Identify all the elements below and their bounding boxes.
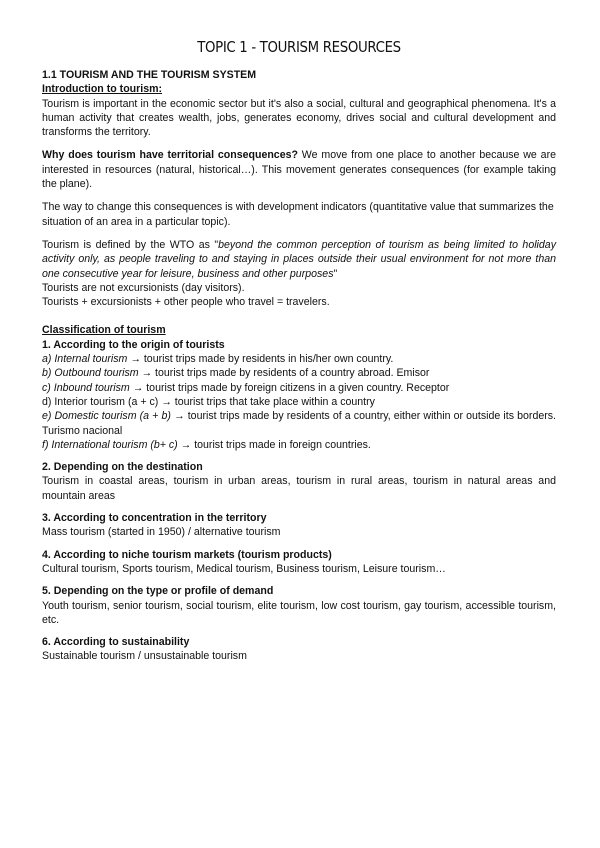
wto-suffix: " [333, 267, 338, 280]
tourists-not-line: Tourists are not excursionists (day visitors). [42, 281, 245, 294]
c1-a-label: a) Internal tourism [42, 353, 128, 366]
c6-text: Sustainable tourism / unsustainable tourism [42, 650, 247, 663]
question-paragraph [42, 148, 556, 191]
c5-heading: 5. Depending on the type or profile of demand [42, 585, 274, 598]
c1-heading: 1. According to the origin of tourists [42, 338, 225, 351]
wto-paragraph [42, 238, 556, 281]
document-page [42, 38, 556, 664]
c3-text: Mass tourism (started in 1950) / alternative tourism [42, 526, 281, 539]
c4-text: Cultural tourism, Sports tourism, Medical tourism, Business tourism, Leisure tourism… [42, 562, 446, 575]
c1-c-label: c) Inbound tourism [42, 381, 130, 394]
c1-f-text: → tourist trips made in foreign countries. [177, 438, 371, 451]
section-heading: 1.1 TOURISM AND THE TOURISM SYSTEM [42, 69, 257, 81]
c1-item-c [42, 381, 556, 395]
wto-prefix: Tourism is defined by the WTO as " [42, 238, 219, 251]
question-bold: Why does tourism have territorial consequences? [42, 149, 298, 162]
c2-heading: 2. Depending on the destination [42, 461, 203, 474]
c1-item-a [42, 352, 556, 366]
c1-c-text: → tourist trips made by foreign citizens in a given country. Receptor [129, 381, 450, 394]
c1-e-label: e) Domestic tourism (a + b) [42, 410, 171, 423]
c1-b-text: → tourist trips made by residents of a country abroad. Emisor [138, 367, 430, 380]
c1-e-text: → tourist trips made by residents of a country, either within or outside its borders. Turismo nacional [42, 410, 556, 437]
c1-f-label: f) International tourism (b+ c) [42, 438, 178, 451]
c1-b-label: b) Outbound tourism [42, 367, 139, 380]
c1-item-d: d) Interior tourism (a + c) → tourist trips that take place within a country [42, 395, 375, 408]
c6-heading: 6. According to sustainability [42, 636, 190, 649]
c1-item-b [42, 366, 556, 380]
classification-heading: Classification of tourism [42, 324, 166, 337]
intro-paragraph: Tourism is important in the economic sector but it's also a social, cultural and geographical phenomena. It's a human activity that creates wealth, jobs, generates economy, drives social and cultural development and transforms the territory. [42, 97, 556, 139]
c2-text: Tourism in coastal areas, tourism in urban areas, tourism in rural areas, tourism in natural areas and mountain areas [42, 475, 556, 502]
indicators-paragraph: The way to change this consequences is with development indicators (quantitative value that summarizes the situation of an area in a particular topic). [42, 201, 554, 228]
c1-item-f [42, 438, 556, 452]
c3-heading: 3. According to concentration in the territory [42, 512, 267, 525]
travelers-line: Tourists + excursionists + other people who travel = travelers. [42, 296, 330, 309]
intro-heading: Introduction to tourism: [42, 83, 163, 96]
c5-text: Youth tourism, senior tourism, social tourism, elite tourism, low cost tourism, gay tourism, accessible tourism, etc. [42, 599, 556, 626]
c1-item-e [42, 409, 556, 438]
c1-a-text: → tourist trips made by residents in his/her own country. [127, 353, 394, 366]
c4-heading: 4. According to niche tourism markets (tourism products) [42, 548, 332, 561]
page-title: TOPIC 1 - TOURISM RESOURCES [197, 38, 401, 56]
wto-quote: beyond the common perception of tourism as being limited to holiday activity only, as people traveling to and staying in places outside their usual environment for not more than one consecutive year for leisure, business and other purposes [42, 238, 556, 280]
question-text: We move from one place to another because we are interested in resources (natural, historical…). This movement generates consequences (for example taking the plane). [42, 149, 556, 191]
